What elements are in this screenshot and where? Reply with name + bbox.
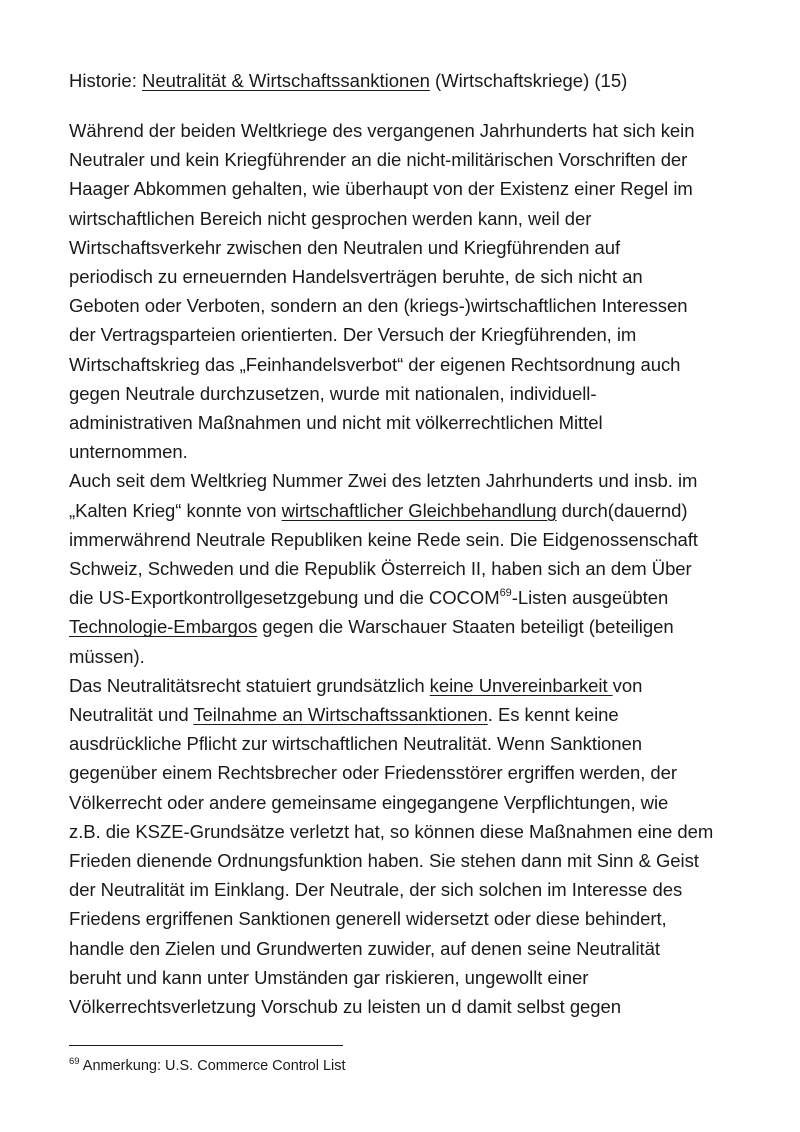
text-fragment: Das Neutralitätsrecht statuiert grundsätzlich	[69, 674, 430, 696]
link-technologie-embargos[interactable]: Technologie-Embargos	[69, 616, 258, 638]
text-line: z.B. die KSZE-Grundsätze verletzt hat, so können diese Maßnahmen eine dem	[69, 820, 714, 842]
text-line: wirtschaftlichen Bereich nicht gesprochen werden kann, weil der	[69, 207, 592, 229]
title-prefix: Historie:	[69, 70, 142, 91]
text-line: Frieden dienende Ordnungsfunktion haben. Sie stehen dann mit Sinn & Geist	[69, 850, 699, 872]
text-line: handle den Zielen und Grundwerten zuwider, auf denen seine Neutralität	[69, 937, 660, 959]
text-line: periodisch zu erneuernden Handelsverträgen beruhte, de sich nicht an	[69, 266, 643, 288]
title-suffix: (Wirtschaftskriege) (15)	[429, 70, 628, 91]
footnote-69	[69, 1056, 346, 1076]
text-line: Während der beiden Weltkriege des vergangenen Jahrhunderts hat sich kein	[69, 120, 695, 141]
title-link-neutralitaet-sanktionen[interactable]: Neutralität & Wirtschaftssanktionen	[142, 70, 430, 91]
text-line: Schweiz, Schweden und die Republik Österreich II, haben sich an dem Über	[69, 558, 692, 580]
text-line: gegen Neutrale durchzusetzen, wurde mit nationalen, individuell-	[69, 382, 597, 404]
text-line: gegenüber einem Rechtsbrecher oder Friedensstörer ergriffen werden, der	[69, 762, 677, 784]
text-fragment: „Kalten Krieg“ konnte von	[69, 499, 282, 521]
text-line: müssen).	[69, 645, 145, 667]
link-teilnahme-wirtschaftssanktionen[interactable]: Teilnahme an Wirtschaftssanktionen	[193, 704, 488, 726]
text-line: Friedens ergriffenen Sanktionen generell widersetzt oder diese behindert,	[69, 908, 667, 930]
text-line: immerwährend Neutrale Republiken keine Rede sein. Die Eidgenossenschaft	[69, 528, 698, 550]
text-line: Völkerrechtsverletzung Vorschub zu leisten un d damit selbst gegen	[69, 996, 622, 1018]
text-line: der Vertragsparteien orientierten. Der Versuch der Kriegführenden, im	[69, 324, 637, 346]
text-line: der Neutralität im Einklang. Der Neutrale, der sich solchen im Interesse des	[69, 879, 683, 901]
text-line	[69, 671, 749, 700]
footnote-divider	[69, 1045, 343, 1046]
text-fragment: durch(dauernd)	[556, 499, 688, 521]
link-wirtschaftliche-gleichbehandlung[interactable]: wirtschaftlicher Gleichbehandlung	[281, 499, 557, 521]
text-line: Völkerrecht oder andere gemeinsame eingegangene Verpflichtungen, wie	[69, 791, 669, 813]
link-keine-unvereinbarkeit[interactable]: keine Unvereinbarkeit	[429, 674, 613, 696]
text-line: Haager Abkommen gehalten, wie überhaupt von der Existenz einer Regel im	[69, 178, 693, 200]
text-line: Wirtschaftskrieg das „Feinhandelsverbot“ der eigenen Rechtsordnung auch	[69, 353, 681, 375]
paragraph-neutralitaetsrecht	[69, 671, 749, 1021]
text-fragment: Neutralität und	[69, 704, 194, 726]
text-line	[69, 612, 749, 641]
paragraph-weltkriege	[69, 116, 749, 466]
text-line: administrativen Maßnahmen und nicht mit völkerrechtlichen Mittel	[69, 412, 603, 434]
page-title	[69, 66, 739, 95]
footnote-reference[interactable]: 69	[499, 587, 512, 600]
footnote-number: 69	[69, 1056, 80, 1067]
text-line	[69, 496, 749, 525]
text-fragment: von	[612, 674, 643, 696]
text-line: Auch seit dem Weltkrieg Nummer Zwei des letzten Jahrhunderts und insb. im	[69, 470, 698, 492]
text-line: Wirtschaftsverkehr zwischen den Neutralen und Kriegführenden auf	[69, 236, 621, 258]
text-line: beruht und kann unter Umständen gar riskieren, ungewollt einer	[69, 966, 589, 988]
text-fragment: -Listen ausgeübten	[511, 587, 669, 609]
document-page	[69, 66, 739, 1021]
text-line: Neutraler und kein Kriegführender an die nicht-militärischen Vorschriften der	[69, 149, 688, 171]
text-line	[69, 583, 749, 612]
text-fragment: . Es kennt keine	[487, 704, 619, 726]
text-line: ausdrückliche Pflicht zur wirtschaftlichen Neutralität. Wenn Sanktionen	[69, 733, 642, 755]
paragraph-kalter-krieg	[69, 466, 749, 670]
text-fragment: die US-Exportkontrollgesetzgebung und die COCOM	[69, 587, 500, 609]
text-fragment: gegen die Warschauer Staaten beteiligt (beteiligen	[257, 616, 674, 638]
text-line: Geboten oder Verboten, sondern an den (kriegs-)wirtschaftlichen Interessen	[69, 295, 688, 317]
text-line	[69, 700, 749, 729]
text-line: unternommen.	[69, 441, 188, 463]
footnote-text: Anmerkung: U.S. Commerce Control List	[79, 1058, 346, 1074]
